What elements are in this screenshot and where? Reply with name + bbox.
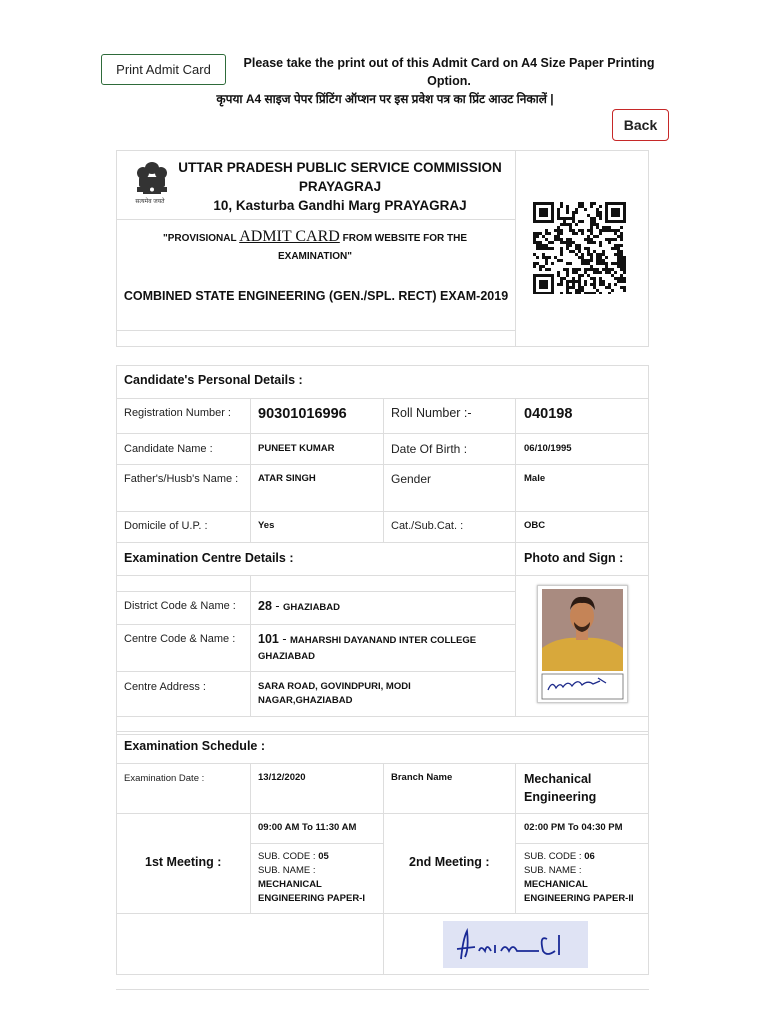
registration-number-label: Registration Number : (124, 407, 231, 419)
registration-number-value: 90301016996 (258, 406, 347, 422)
emblem-caption: सत्यमेव जयते (135, 199, 165, 205)
provisional-note (145, 228, 485, 266)
second-meeting-label: 2nd Meeting : (409, 855, 490, 869)
address-value: SARA ROAD, GOVINDPURI, MODI NAGAR,GHAZIABAD (258, 681, 411, 706)
org-line-1: UTTAR PRADESH PUBLIC SERVICE COMMISSION (178, 160, 502, 175)
org-line-2: PRAYAGRAJ (298, 179, 382, 194)
category-label: Cat./Sub.Cat. : (391, 520, 464, 532)
candidate-photo (537, 585, 628, 703)
father-name-label: Father's/Husb's Name : (124, 473, 239, 485)
exam-date-value: 13/12/2020 (258, 772, 306, 783)
org-address: 10, Kasturba Gandhi Marg PRAYAGRAJ (213, 198, 467, 213)
print-admit-card-button[interactable]: Print Admit Card (101, 54, 226, 85)
candidate-name-label: Candidate Name : (124, 443, 213, 455)
candidate-name-value: PUNEET KUMAR (258, 443, 335, 454)
domicile-value: Yes (258, 520, 275, 531)
centre-details-title: Examination Centre Details : (124, 551, 294, 565)
prov-suffix: FROM WEBSITE FOR THE EXAMINATION" (278, 233, 468, 262)
father-name-value: ATAR SINGH (258, 473, 316, 484)
district-label: District Code & Name : (124, 600, 236, 612)
first-meeting-time: 09:00 AM To 11:30 AM (258, 822, 357, 833)
roll-number-label: Roll Number :- (391, 406, 472, 420)
second-meeting-time: 02:00 PM To 04:30 PM (524, 822, 623, 833)
exam-date-label: Examination Date : (124, 773, 205, 784)
category-value: OBC (524, 520, 546, 531)
personal-details-title: Candidate's Personal Details : (124, 373, 303, 387)
branch-label: Branch Name (391, 772, 453, 783)
branch-value: Mechanical Engineering (524, 772, 597, 804)
admit-card-heading: ADMIT CARD (239, 228, 340, 245)
district-value: 28 - GHAZIABAD (258, 599, 341, 613)
first-meeting-subject: SUB. CODE : 05 SUB. NAME : MECHANICAL ENGINEERING PAPER-I (258, 851, 365, 904)
gender-label: Gender (391, 472, 432, 486)
exam-name: COMBINED STATE ENGINEERING (GEN./SPL. RECT) EXAM-2019 (123, 289, 509, 303)
address-label: Centre Address : (124, 681, 206, 693)
domicile-label: Domicile of U.P. : (124, 520, 208, 532)
photo-sign-title: Photo and Sign : (524, 551, 624, 565)
dob-label: Date Of Birth : (391, 442, 468, 456)
print-notice-hindi: कृपया A4 साइज पेपर प्रिंटिंग ऑप्शन पर इस प्रवेश पत्र का प्रिंट आउट निकालें | (216, 92, 554, 106)
roll-number-value: 040198 (524, 406, 573, 422)
schedule-title: Examination Schedule : (124, 739, 266, 753)
centre-label: Centre Code & Name : (124, 633, 236, 645)
commission-name (178, 158, 502, 215)
second-meeting-subject: SUB. CODE : 06 SUB. NAME : MECHANICAL ENGINEERING PAPER-II (524, 851, 634, 904)
centre-value: 101 - MAHARSHI DAYANAND INTER COLLEGE GHAZIABAD (258, 632, 477, 662)
qr-code-icon (533, 202, 630, 294)
dob-value: 06/10/1995 (524, 443, 572, 454)
first-meeting-label: 1st Meeting : (145, 855, 222, 869)
back-button[interactable]: Back (612, 109, 669, 141)
gender-value: Male (524, 473, 546, 484)
candidate-photo-image (538, 586, 627, 702)
authority-signature (443, 921, 588, 968)
prov-prefix: "PROVISIONAL (162, 233, 237, 244)
print-notice-english: Please take the print out of this Admit Card on A4 Size Paper Printing Option. (243, 56, 655, 88)
